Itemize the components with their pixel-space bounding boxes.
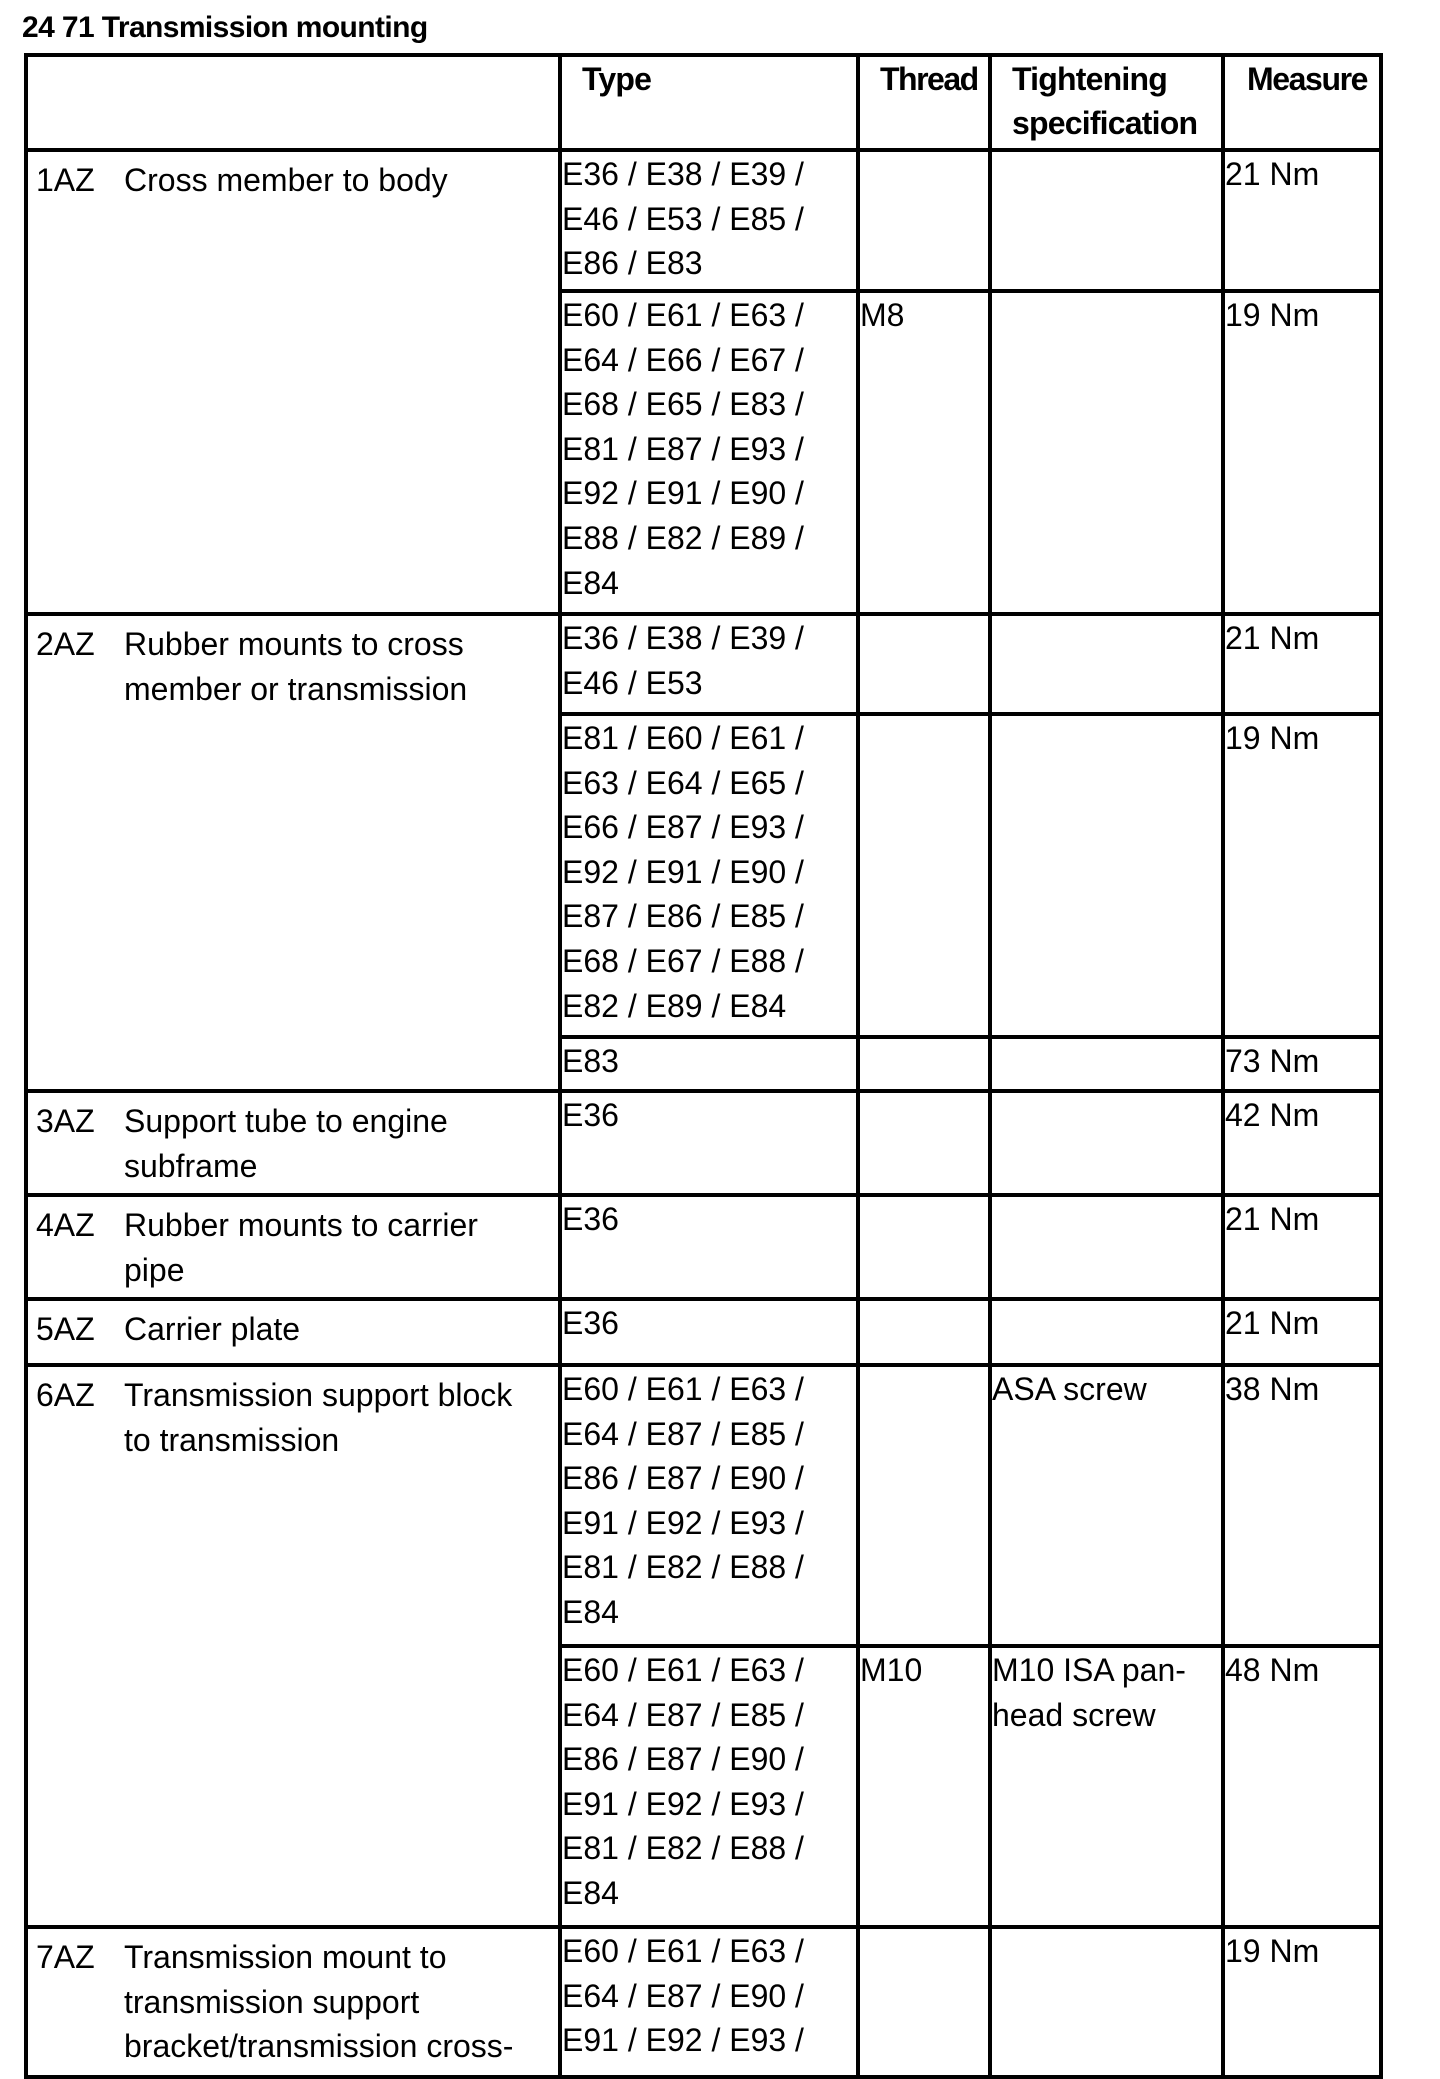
position-description: Carrier plate bbox=[124, 1311, 301, 1347]
position-cell bbox=[26, 1299, 560, 1365]
tightening-cell: ASA screw bbox=[990, 1365, 1223, 1646]
table-row bbox=[26, 1365, 1381, 1646]
position-description: Cross member to body bbox=[124, 162, 448, 198]
table-row bbox=[26, 1091, 1381, 1195]
measure-cell: 21 Nm bbox=[1223, 1195, 1381, 1299]
page-title: 24 71 Transmission mounting bbox=[22, 11, 428, 44]
measure-cell: 21 Nm bbox=[1223, 1299, 1381, 1365]
thread-cell bbox=[858, 1091, 990, 1195]
type-cell: E60 / E61 / E63 / E64 / E87 / E90 / E91 / E92 / E93 / bbox=[560, 1927, 858, 2077]
position-cell bbox=[26, 1927, 560, 2077]
position-code: 3AZ bbox=[36, 1103, 95, 1139]
table-header-row bbox=[26, 55, 1381, 150]
position-description: Transmission support block to transmission bbox=[124, 1377, 513, 1458]
tightening-cell bbox=[990, 1927, 1223, 2077]
position-code: 5AZ bbox=[36, 1311, 95, 1347]
type-cell: E81 / E60 / E61 / E63 / E64 / E65 / E66 / E87 / E93 / E92 / E91 / E90 / E87 / E86 / E85 / E68 / E67 / E88 / E82 / E89 / E84 bbox=[560, 714, 858, 1037]
tightening-cell bbox=[990, 150, 1223, 291]
position-cell bbox=[26, 1195, 560, 1299]
table-row bbox=[26, 614, 1381, 714]
type-cell: E36 / E38 / E39 / E46 / E53 bbox=[560, 614, 858, 714]
thread-cell bbox=[858, 614, 990, 714]
header-tightening: Tightening specification bbox=[990, 55, 1223, 150]
tightening-cell bbox=[990, 714, 1223, 1037]
tightening-cell: M10 ISA pan-head screw bbox=[990, 1646, 1223, 1927]
measure-cell: 38 Nm bbox=[1223, 1365, 1381, 1646]
table-row bbox=[26, 150, 1381, 291]
type-cell: E60 / E61 / E63 / E64 / E66 / E67 / E68 / E65 / E83 / E81 / E87 / E93 / E92 / E91 / E90 / E88 / E82 / E89 / E84 bbox=[560, 291, 858, 614]
table-body bbox=[26, 150, 1381, 2077]
table-row bbox=[26, 1299, 1381, 1365]
tightening-cell bbox=[990, 1195, 1223, 1299]
measure-cell: 73 Nm bbox=[1223, 1037, 1381, 1091]
position-description: Rubber mounts to cross member or transmission bbox=[124, 626, 468, 707]
thread-cell bbox=[858, 1037, 990, 1091]
measure-cell: 21 Nm bbox=[1223, 150, 1381, 291]
tightening-cell bbox=[990, 291, 1223, 614]
position-cell bbox=[26, 1365, 560, 1927]
measure-cell: 48 Nm bbox=[1223, 1646, 1381, 1927]
position-code: 1AZ bbox=[36, 162, 95, 198]
torque-spec-table bbox=[24, 53, 1383, 2079]
measure-cell: 19 Nm bbox=[1223, 1927, 1381, 2077]
measure-cell: 21 Nm bbox=[1223, 614, 1381, 714]
table-row bbox=[26, 1927, 1381, 2077]
position-code: 7AZ bbox=[36, 1939, 95, 1975]
header-type: Type bbox=[560, 55, 858, 150]
position-code: 6AZ bbox=[36, 1377, 95, 1413]
thread-cell: M8 bbox=[858, 291, 990, 614]
header-thread: Thread bbox=[858, 55, 990, 150]
tightening-cell bbox=[990, 1299, 1223, 1365]
position-description: Transmission mount to transmission support bracket/transmission cross- bbox=[124, 1939, 514, 2065]
type-cell: E60 / E61 / E63 / E64 / E87 / E85 / E86 / E87 / E90 / E91 / E92 / E93 / E81 / E82 / E88 / E84 bbox=[560, 1646, 858, 1927]
position-description: Support tube to engine subframe bbox=[124, 1103, 448, 1184]
header-measure: Measure bbox=[1223, 55, 1381, 150]
type-cell: E83 bbox=[560, 1037, 858, 1091]
thread-cell bbox=[858, 1365, 990, 1646]
thread-cell bbox=[858, 150, 990, 291]
position-cell bbox=[26, 614, 560, 1091]
thread-cell: M10 bbox=[858, 1646, 990, 1927]
measure-cell: 19 Nm bbox=[1223, 714, 1381, 1037]
measure-cell: 19 Nm bbox=[1223, 291, 1381, 614]
measure-cell: 42 Nm bbox=[1223, 1091, 1381, 1195]
position-cell bbox=[26, 150, 560, 614]
header-position bbox=[26, 55, 560, 150]
type-cell: E36 bbox=[560, 1195, 858, 1299]
type-cell: E60 / E61 / E63 / E64 / E87 / E85 / E86 / E87 / E90 / E91 / E92 / E93 / E81 / E82 / E88 / E84 bbox=[560, 1365, 858, 1646]
type-cell: E36 bbox=[560, 1299, 858, 1365]
type-cell: E36 / E38 / E39 / E46 / E53 / E85 / E86 / E83 bbox=[560, 150, 858, 291]
thread-cell bbox=[858, 1195, 990, 1299]
position-description: Rubber mounts to carrier pipe bbox=[124, 1207, 478, 1288]
position-cell bbox=[26, 1091, 560, 1195]
tightening-cell bbox=[990, 1091, 1223, 1195]
type-cell: E36 bbox=[560, 1091, 858, 1195]
thread-cell bbox=[858, 1927, 990, 2077]
thread-cell bbox=[858, 1299, 990, 1365]
tightening-cell bbox=[990, 1037, 1223, 1091]
position-code: 2AZ bbox=[36, 626, 95, 662]
position-code: 4AZ bbox=[36, 1207, 95, 1243]
table-row bbox=[26, 1195, 1381, 1299]
thread-cell bbox=[858, 714, 990, 1037]
tightening-cell bbox=[990, 614, 1223, 714]
